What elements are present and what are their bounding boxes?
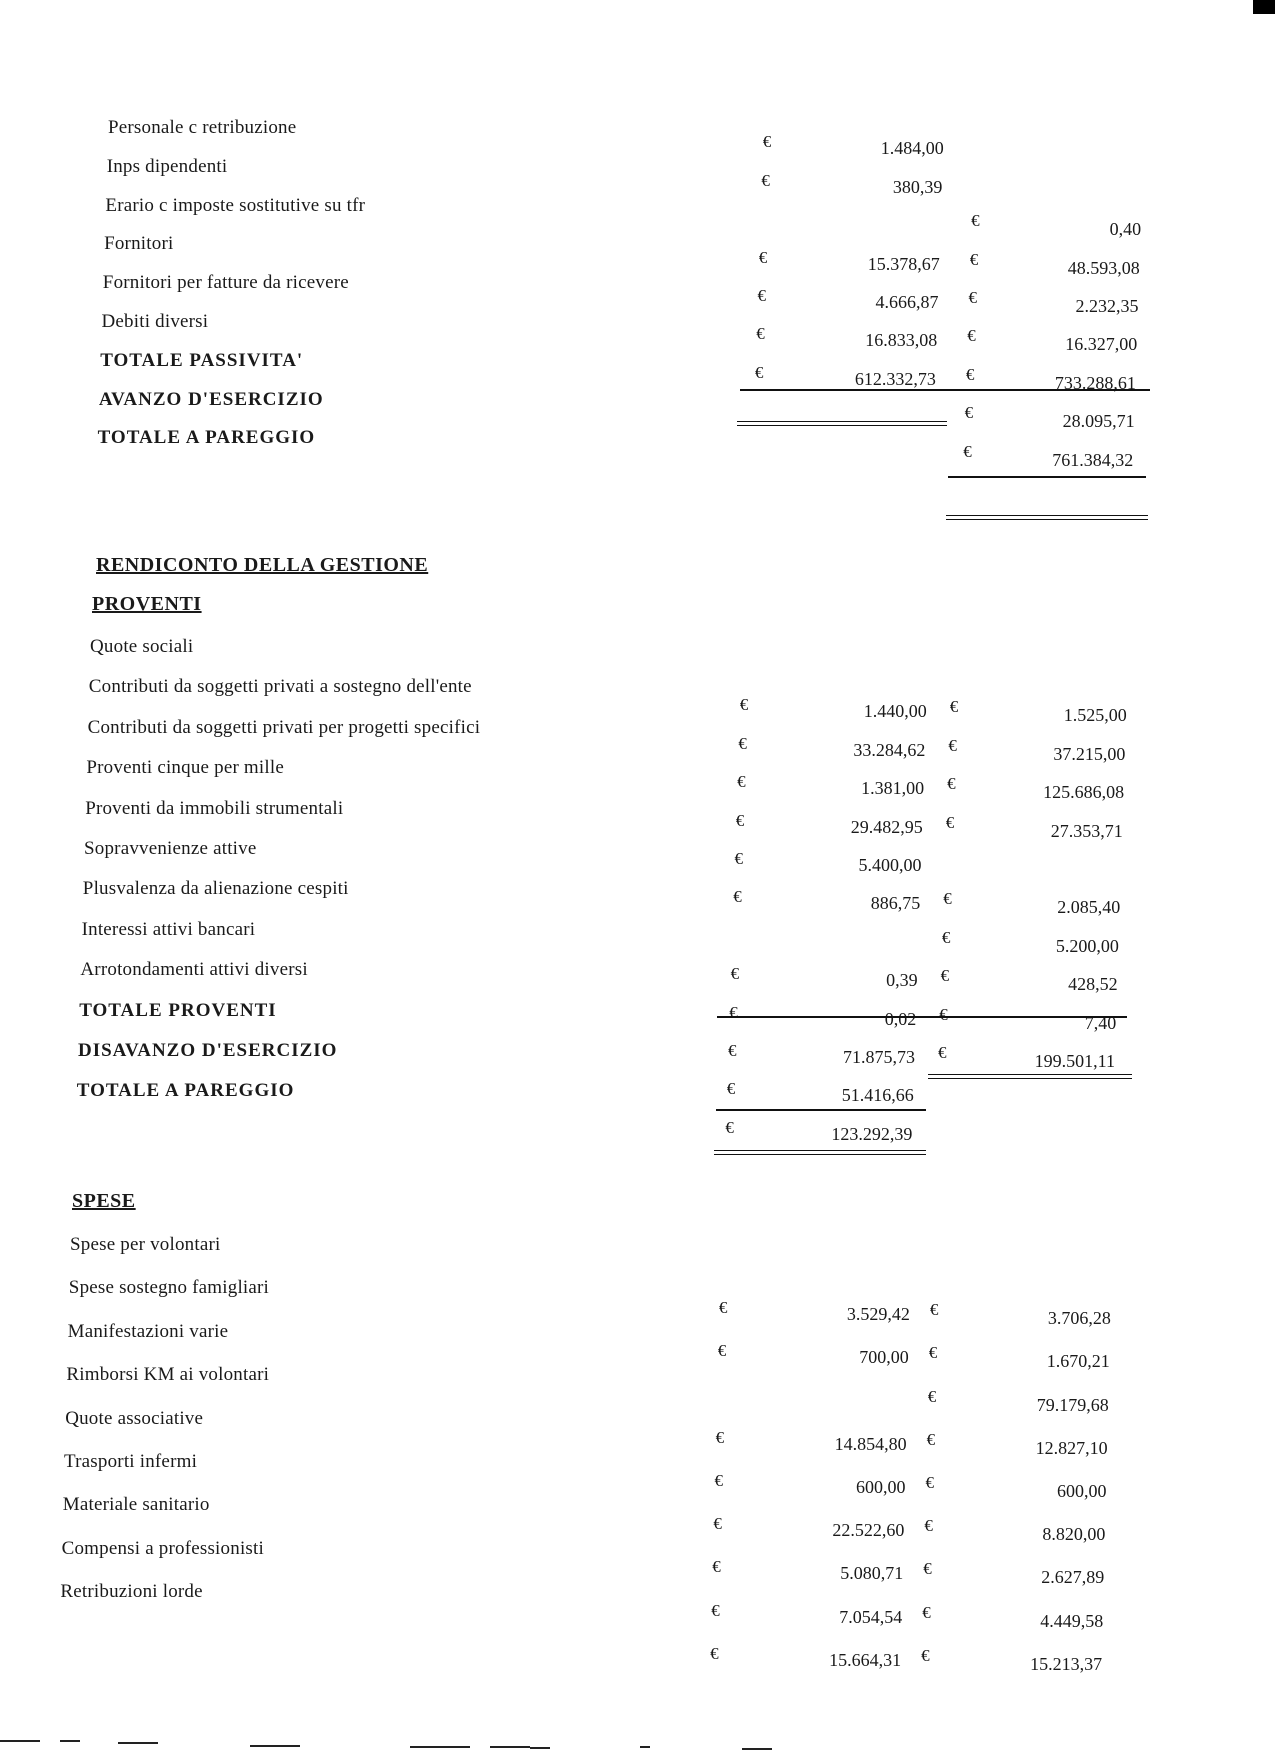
scan-corner-mark [1253,0,1275,14]
rendiconto.spese-value-col1: 14.854,80 [834,1433,907,1454]
rendiconto.proventi-value-col1: 5.400,00 [858,855,922,875]
passivita.rows-value-col1: 1.484,00 [880,138,944,159]
passivita.rows-euro-sign: € [758,247,768,267]
rendiconto.spese-label: Materiale sanitario [62,1494,210,1516]
passivita.rows-value-col2: 733.288,61 [1054,372,1136,393]
rendiconto.spese-euro-sign: € [924,1516,933,1536]
passivita.rows-value-col1: 4.666,87 [875,292,939,312]
rendiconto.spese-label: Spese per volontari [70,1234,221,1255]
rendiconto.spese-value-col1: 3.529,42 [846,1304,910,1325]
scan-artifact-dash [640,1746,650,1748]
passivita.rows-label: TOTALE A PAREGGIO [97,427,316,449]
proventi-col1-rule [716,1109,926,1111]
rendiconto.spese-value-col1: 5.080,71 [840,1563,904,1584]
passivita.rows-euro-sign: € [971,211,980,231]
rendiconto.proventi-euro-sign: € [730,964,740,984]
rendiconto.spese-value-col1: 7.054,54 [839,1606,903,1627]
rendiconto.proventi-value-col2: 27.353,71 [1050,820,1123,841]
rendiconto.proventi-label: Sopravvenienze attive [84,838,257,859]
rendiconto.spese-label: Rimborsi KM ai volontari [66,1364,270,1386]
rendiconto-title: RENDICONTO DELLA GESTIONE [96,554,429,576]
passivita.rows-value-col1: 16.833,08 [865,330,938,351]
rendiconto.proventi-label: Plusvalenza da alienazione cespiti [82,878,349,900]
rendiconto.proventi-euro-sign: € [739,695,749,715]
scan-artifact-dash [118,1742,158,1744]
rendiconto.proventi-euro-sign: € [941,927,951,947]
rendiconto.proventi-value-col2: 37.215,00 [1053,743,1126,764]
passivita.rows-value-col2: 2.232,35 [1075,296,1139,316]
passivita-double-rule [737,421,947,426]
rendiconto.spese-value-col1: 700,00 [859,1347,909,1368]
passivita.rows-value-col1: 612.332,73 [854,368,936,389]
rendiconto.spese-value-col2: 79.179,68 [1036,1394,1109,1415]
rendiconto.proventi-value-col1: 1.381,00 [861,778,925,799]
rendiconto.proventi-euro-sign: € [729,1002,738,1022]
scan-artifact-dash [60,1740,80,1742]
passivita.rows-value-col1: 15.378,67 [867,253,940,274]
rendiconto.proventi-value-col2: 2.085,40 [1057,897,1121,918]
rendiconto.spese-euro-sign: € [926,1429,936,1449]
rendiconto.proventi-value-col1: 29.482,95 [850,816,923,837]
rendiconto.proventi-euro-sign: € [948,735,957,755]
rendiconto.spese-value-col2: 12.827,10 [1035,1437,1108,1458]
scan-artifact-dash [742,1748,772,1750]
passivita.rows-value-col2: 0,40 [1109,219,1142,240]
passivita.rows-value-col2: 48.593,08 [1067,257,1140,278]
rendiconto.spese-value-col1: 600,00 [856,1477,906,1497]
rendiconto.proventi-euro-sign: € [726,1079,736,1099]
rendiconto.proventi-value-col2: 428,52 [1068,974,1118,995]
rendiconto.proventi-label: DISAVANZO D'ESERCIZIO [78,1040,338,1061]
passivita.rows-label: Fornitori [104,233,174,255]
passivita.rows-value-col2: 28.095,71 [1062,411,1135,432]
rendiconto.proventi-value-col1: 71.875,73 [843,1047,915,1067]
rendiconto.spese-euro-sign: € [925,1473,934,1492]
rendiconto.spese-label: Compensi a professionisti [61,1537,264,1559]
passivita.rows-euro-sign: € [968,288,977,307]
rendiconto.proventi-value-col2: 5.200,00 [1055,935,1119,956]
rendiconto.spese-euro-sign: € [922,1602,931,1622]
passivita.rows-euro-sign: € [757,286,766,305]
passivita.rows-value-col1: 380,39 [892,176,943,197]
proventi-double-rule [928,1074,1132,1079]
rendiconto.proventi-value-col1: 1.440,00 [863,701,927,722]
rendiconto.spese-label: Retribuzioni lorde [60,1581,203,1603]
rendiconto.proventi-value-col1: 886,75 [870,893,921,914]
rendiconto.spese-euro-sign: € [713,1514,722,1534]
spese-title: SPESE [72,1190,136,1212]
scan-artifact-dash [0,1740,40,1742]
rendiconto.spese-euro-sign: € [714,1471,723,1490]
rendiconto.spese-value-col2: 4.449,58 [1040,1610,1104,1631]
rendiconto.spese-euro-sign: € [927,1386,937,1406]
rendiconto.spese-label: Quote associative [65,1407,204,1429]
rendiconto.proventi-value-col2: 1.525,00 [1063,705,1127,726]
rendiconto.spese-value-col2: 2.627,89 [1041,1567,1105,1588]
rendiconto.proventi-value-col2: 125.686,08 [1043,782,1125,803]
rendiconto.spese-euro-sign: € [712,1557,721,1577]
passivita.rows-label: AVANZO D'ESERCIZIO [98,388,324,410]
rendiconto.proventi-label: TOTALE PROVENTI [79,999,277,1021]
rendiconto.spese-euro-sign: € [921,1645,930,1665]
rendiconto.proventi-value-col1: 0,39 [886,970,918,991]
rendiconto.spese-euro-sign: € [923,1559,932,1579]
passivita.rows-value-col2: 16.327,00 [1065,334,1138,355]
rendiconto.proventi-label: Contributi da soggetti privati per progetti specifici [87,716,481,738]
rendiconto.proventi-euro-sign: € [738,733,747,753]
rendiconto.proventi-value-col1: 51.416,66 [841,1085,914,1106]
passivita.rows-label: Debiti diversi [101,311,209,332]
passivita-final-double-rule [946,515,1148,520]
scan-artifact-dash [410,1746,470,1748]
rendiconto.proventi-value-col1: 33.284,62 [853,739,926,760]
rendiconto.proventi-label: Contributi da soggetti privati a sostegno dell'ente [88,676,472,698]
rendiconto.proventi-euro-sign: € [949,697,959,717]
rendiconto.proventi-label: Proventi cinque per mille [86,757,284,779]
rendiconto.spese-value-col1: 22.522,60 [832,1520,905,1541]
passivita.rows-euro-sign: € [761,170,770,190]
passivita.rows-label: Inps dipendenti [106,155,228,177]
proventi-final-double-rule [714,1150,926,1155]
passivita.rows-euro-sign: € [964,403,974,423]
rendiconto.spese-euro-sign: € [717,1341,727,1361]
rendiconto.proventi-value-col2: 199.501,11 [1034,1051,1115,1071]
passivita.rows-label: Fornitori per fatture da ricevere [102,272,349,294]
proventi-total-rule [717,1016,1127,1018]
passivita.rows-label: TOTALE PASSIVITA' [100,349,304,371]
passivita.rows-euro-sign: € [969,249,979,269]
rendiconto.spese-euro-sign: € [715,1427,725,1447]
rendiconto.spese-value-col2: 15.213,37 [1030,1653,1103,1674]
rendiconto.proventi-label: TOTALE A PAREGGIO [76,1080,295,1102]
scan-artifact-dash [250,1745,300,1747]
rendiconto.proventi-euro-sign: € [737,772,746,792]
passivita.rows-euro-sign: € [963,441,972,461]
rendiconto.proventi-label: Interessi attivi bancari [81,918,256,940]
passivita.rows-label: Personale c retribuzione [108,117,297,138]
rendiconto.proventi-euro-sign: € [945,812,955,832]
rendiconto.proventi-euro-sign: € [735,810,745,830]
rendiconto.proventi-euro-sign: € [939,1004,948,1024]
rendiconto.proventi-euro-sign: € [938,1043,947,1062]
rendiconto.proventi-euro-sign: € [943,889,952,909]
scan-artifact-dash [530,1747,550,1749]
passivita.rows-label: Erario c imposte sostitutive su tfr [105,194,366,216]
rendiconto.spese-euro-sign: € [711,1600,720,1620]
rendiconto.spese-label: Trasporti infermi [64,1451,198,1472]
proventi-title: PROVENTI [92,593,202,615]
rendiconto.proventi-label: Arrotondamenti attivi diversi [80,959,308,981]
scan-artifact-dash [490,1746,530,1748]
passivita.rows-value-col2: 761.384,32 [1052,449,1134,470]
passivita.rows-euro-sign: € [965,364,975,384]
passivita.rows-euro-sign: € [967,326,976,346]
passivita-col2-rule [948,476,1146,478]
rendiconto.proventi-value-col2: 7,40 [1084,1012,1117,1033]
rendiconto.proventi-label: Proventi da immobili strumentali [85,797,344,819]
rendiconto.proventi-euro-sign: € [728,1041,737,1060]
rendiconto.proventi-value-col1: 0,02 [884,1008,917,1029]
rendiconto.proventi-value-col1: 123.292,39 [831,1123,913,1144]
rendiconto.proventi-euro-sign: € [940,966,950,986]
rendiconto.spese-value-col2: 8.820,00 [1042,1524,1106,1545]
rendiconto.proventi-label: Quote sociali [90,636,194,657]
rendiconto.spese-value-col2: 600,00 [1057,1481,1107,1501]
rendiconto.spese-euro-sign: € [718,1298,728,1318]
rendiconto.proventi-euro-sign: € [947,774,956,794]
rendiconto.spese-euro-sign: € [929,1300,939,1320]
passivita.rows-euro-sign: € [754,362,764,382]
rendiconto.spese-euro-sign: € [710,1643,719,1663]
rendiconto.spese-label: Spese sostegno famigliari [68,1277,270,1299]
passivita-total-rule [740,389,1150,391]
rendiconto.spese-label: Manifestazioni varie [67,1320,229,1342]
rendiconto.spese-value-col2: 1.670,21 [1046,1351,1110,1372]
rendiconto.proventi-euro-sign: € [734,849,743,868]
rendiconto.spese-value-col1: 15.664,31 [829,1649,902,1670]
rendiconto.spese-euro-sign: € [928,1343,938,1363]
rendiconto.proventi-euro-sign: € [733,887,742,907]
rendiconto.spese-value-col2: 3.706,28 [1047,1308,1111,1329]
rendiconto.proventi-euro-sign: € [725,1117,734,1137]
passivita.rows-euro-sign: € [756,324,765,344]
passivita.rows-euro-sign: € [762,132,772,152]
